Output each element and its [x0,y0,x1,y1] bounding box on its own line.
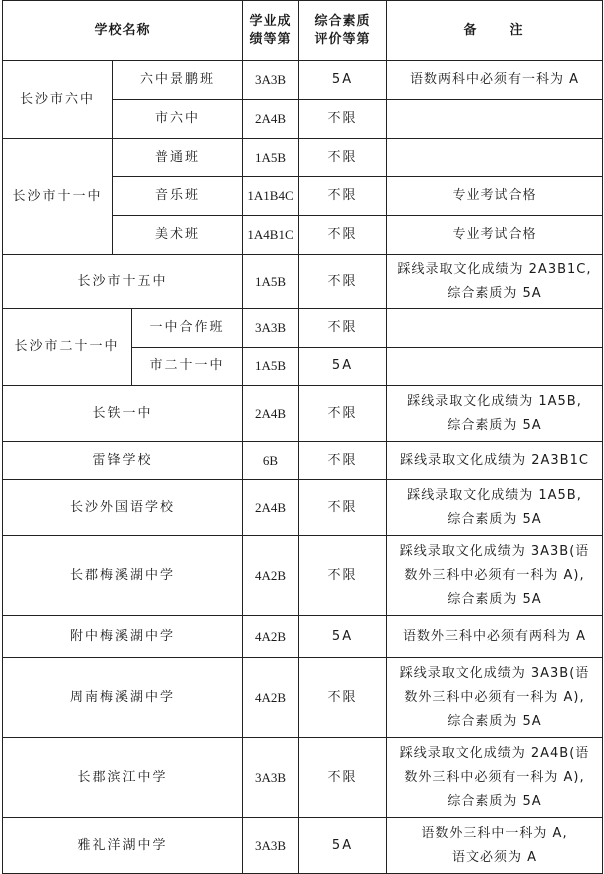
header-quality-line1: 综合素质 [314,13,371,29]
quality-grade: 不限 [299,658,387,738]
note [387,255,603,309]
header-row [3,1,603,61]
quality-grade: 不限 [299,738,387,818]
note-line: 踩线录取文化成绩为 1A5B, [407,487,582,503]
academic-grade: 1A4B1C [243,216,299,255]
table-row [3,480,603,536]
academic-grade: 6B [243,442,299,480]
note-line: 综合素质为 5A [447,511,542,527]
school-name: 长沙市六中 [3,61,113,139]
class-name: 一中合作班 [132,309,242,348]
academic-grade: 2A4B [243,100,299,139]
note-line: 踩线录取文化成绩为 2A3B1C, [397,261,592,277]
table-row [3,309,603,348]
academic-grade: 4A2B [243,616,299,658]
note [387,738,603,818]
note-line: 踩线录取文化成绩为 1A5B, [407,393,582,409]
table-row [3,61,603,100]
table-row [3,616,603,658]
class-name: 美术班 [113,216,243,255]
academic-grade: 1A5B [243,255,299,309]
table-row [3,536,603,616]
quality-grade: 不限 [299,177,387,216]
academic-grade: 4A2B [243,658,299,738]
class-name: 音乐班 [113,177,243,216]
academic-grade: 1A1B4C [243,177,299,216]
quality-grade: 5A [299,61,387,100]
note [387,100,603,139]
table-row [3,442,603,480]
school-name: 长沙市十五中 [3,255,243,309]
admission-table [2,0,603,874]
table-row [3,658,603,738]
academic-grade: 2A4B [243,386,299,442]
note-line: 语文必须为 A [452,849,538,865]
academic-grade: 3A3B [243,738,299,818]
note-line: 综合素质为 5A [447,591,542,607]
school-name: 雷锋学校 [3,442,243,480]
table-row [3,139,603,177]
academic-grade: 3A3B [243,818,299,874]
academic-grade: 3A3B [243,309,299,348]
header-school-name: 学校名称 [3,1,243,61]
school-group-21 [3,309,243,386]
class-name: 六中景鹏班 [113,61,243,100]
note [387,139,603,177]
header-academic-line2: 绩等第 [249,31,292,47]
quality-grade: 不限 [299,216,387,255]
academic-grade: 1A5B [243,139,299,177]
quality-grade: 5A [299,818,387,874]
note [387,480,603,536]
quality-grade: 不限 [299,480,387,536]
note: 语数两科中必须有一科为 A [387,61,603,100]
academic-grade: 4A2B [243,536,299,616]
note [387,658,603,738]
school-name: 长铁一中 [3,386,243,442]
note [387,536,603,616]
note: 语数外三科中必须有两科为 A [387,616,603,658]
note [387,386,603,442]
school-name: 长郡梅溪湖中学 [3,536,243,616]
note-line: 综合素质为 5A [447,793,542,809]
header-academic-grade [243,1,299,61]
table-row [3,818,603,874]
academic-grade: 1A5B [243,347,299,386]
note: 专业考试合格 [387,177,603,216]
note-line: 踩线录取文化成绩为 3A3B(语 [399,543,590,559]
quality-grade: 不限 [299,139,387,177]
note-line: 语数外三科中一科为 A, [421,825,568,841]
class-name: 普通班 [113,139,243,177]
header-quality-line2: 评价等第 [314,31,371,47]
school-name: 长郡滨江中学 [3,738,243,818]
note [387,309,603,348]
school-name: 长沙市十一中 [3,139,113,255]
header-notes: 备 注 [387,1,603,61]
quality-grade: 不限 [299,309,387,348]
note-line: 踩线录取文化成绩为 3A3B(语 [399,665,590,681]
school-name: 附中梅溪湖中学 [3,616,243,658]
quality-grade: 不限 [299,442,387,480]
table-row [3,255,603,309]
quality-grade: 不限 [299,536,387,616]
note [387,347,603,386]
school-name: 长沙外国语学校 [3,480,243,536]
note: 专业考试合格 [387,216,603,255]
note-line: 踩线录取文化成绩为 2A4B(语 [399,745,590,761]
quality-grade: 不限 [299,100,387,139]
school-name: 周南梅溪湖中学 [3,658,243,738]
class-name: 市二十一中 [149,358,225,374]
note [387,818,603,874]
note-line: 数外三科中必须有一科为 A), [404,567,585,583]
quality-grade: 5A [299,616,387,658]
note-line: 综合素质为 5A [447,417,542,433]
quality-grade: 不限 [299,255,387,309]
table-row [3,386,603,442]
school-name: 雅礼洋湖中学 [3,818,243,874]
note-line: 数外三科中必须有一科为 A), [404,769,585,785]
header-quality-grade [299,1,387,61]
note-line: 综合素质为 5A [447,285,542,301]
note-line: 数外三科中必须有一科为 A), [404,689,585,705]
academic-grade: 2A4B [243,480,299,536]
table-row [3,738,603,818]
quality-grade: 5A [299,347,387,386]
school-name: 长沙市二十一中 [3,309,132,385]
header-academic-line1: 学业成 [249,13,292,29]
class-name: 市六中 [113,100,243,139]
quality-grade: 不限 [299,386,387,442]
note-line: 综合素质为 5A [447,713,542,729]
note: 踩线录取文化成绩为 2A3B1C [387,442,603,480]
academic-grade: 3A3B [243,61,299,100]
